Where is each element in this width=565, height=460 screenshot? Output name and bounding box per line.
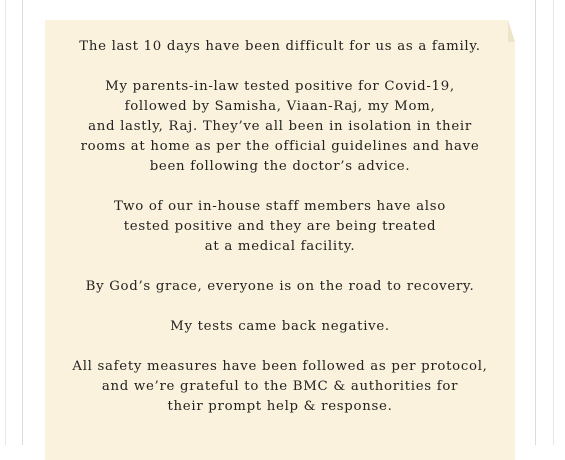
paragraph-3-line-1: Two of our in-house staff members have also [114,199,446,214]
statement-text [45,37,515,417]
paragraph-3-line-3: at a medical facility. [204,239,356,254]
paragraph-2-line-4: rooms at home as per the official guidelines and have [80,139,480,154]
outer-border-right [553,0,554,445]
paragraph-2-line-1: My parents-in-law tested positive for Covid-19, [105,79,455,94]
paragraph-4-line-1: By God’s grace, everyone is on the road to recovery. [85,279,475,294]
paragraph-6-line-2: and we’re grateful to the BMC & authorities for [101,379,459,394]
outer-border-left [5,0,6,445]
paragraph-2-line-3: and lastly, Raj. They’ve all been in isolation in their [88,119,472,134]
paragraph-2-line-2: followed by Samisha, Viaan-Raj, my Mom, [124,99,436,114]
paragraph-3-line-2: tested positive and they are being treated [123,219,437,234]
paragraph-1-line-1: The last 10 days have been difficult for us as a family. [79,39,481,54]
paragraph-6-line-1: All safety measures have been followed as per protocol, [72,359,488,374]
paragraph-5-line-1: My tests came back negative. [170,319,390,334]
paragraph-6-line-3: their prompt help & response. [167,399,393,414]
paragraph-2-line-5: been following the doctor’s advice. [149,159,411,174]
